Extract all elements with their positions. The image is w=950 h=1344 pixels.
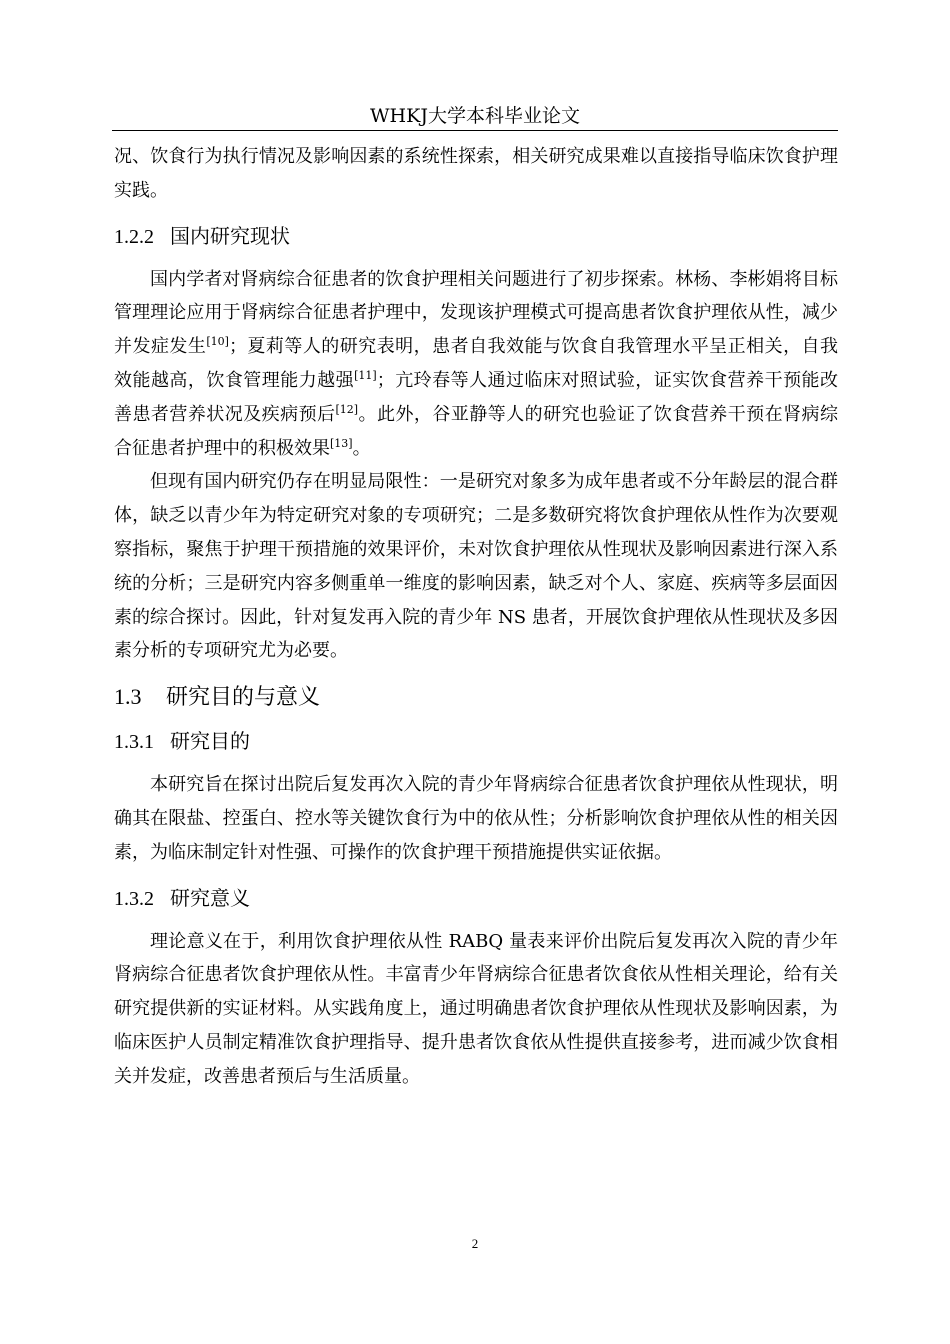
section-heading-1-2-2: [114, 222, 838, 251]
section-title: 研究目的与意义: [166, 685, 321, 711]
section-number: 1.2.2: [114, 225, 154, 248]
section-number: 1.3: [114, 684, 142, 710]
section-heading-1-3-1: [114, 727, 838, 756]
text-run: 。: [352, 437, 371, 459]
text-run: ；亢玲春等人通过临床对照试验，证实饮食营养干预能改善患者营养状况及疾病预后: [114, 369, 839, 425]
citation-ref: [12]: [335, 402, 359, 416]
section-title: 研究意义: [170, 885, 250, 910]
section-number: 1.3.2: [114, 887, 154, 910]
page-body: [114, 140, 838, 1094]
section-number: 1.3.1: [114, 731, 154, 754]
text-run: 。此外，谷亚静等人的研究也验证了饮食营养干预在肾病综合征患者护理中的积极效果: [114, 403, 839, 459]
paragraph-intro-continued: 况、饮食行为执行情况及影响因素的系统性探索，相关研究成果难以直接指导临床饮食护理实践。: [114, 146, 838, 201]
citation-ref: [10]: [206, 335, 229, 349]
citation-ref: [13]: [330, 436, 353, 450]
section-heading-1-3-2: [114, 884, 838, 913]
text-run: 国内学者对肾病综合征患者的饮食护理相关问题进行了初步探索。林杨、李彬娟将目标管理理论应用于肾病综合征患者护理中，发现该护理模式可提高患者饮食护理依从性，减少并发症发生: [114, 268, 838, 358]
section-heading-1-3: [114, 682, 838, 713]
paragraph-research-purpose: 本研究旨在探讨出院后复发再次入院的青少年肾病综合征患者饮食护理依从性现状，明确其在限盐、控蛋白、控水等关键饮食行为中的依从性；分析影响饮食护理依从性的相关因素，为临床制定针对性强、可操作的饮食护理干预措施提供实证依据。: [114, 774, 838, 863]
paragraph-domestic-limitations: 但现有国内研究仍存在明显局限性：一是研究对象多为成年患者或不分年龄层的混合群体，缺乏以青少年为特定研究对象的专项研究；二是多数研究将饮食护理依从性作为次要观察指标，聚焦于护理干预措施的效果评价，未对饮食护理依从性现状及影响因素进行深入系统的分析；三是研究内容多侧重单一维度的影响因素，缺乏对个人、家庭、疾病等多层面因素的综合探讨。因此，针对复发再入院的青少年 NS 患者，开展饮食护理依从性现状及多因素分析的专项研究尤为必要。: [114, 471, 838, 662]
text-run: ；夏莉等人的研究表明，患者自我效能与饮食自我管理水平呈正相关，自我效能越高，饮食管理能力越强: [114, 336, 839, 391]
paragraph-domestic-status: [114, 263, 838, 466]
section-title: 研究目的: [170, 729, 250, 754]
running-header: WHKJ大学本科毕业论文: [370, 105, 580, 127]
page-number: 2: [471, 1236, 479, 1251]
header-rule: [112, 130, 838, 131]
section-title: 国内研究现状: [170, 223, 290, 248]
citation-ref: [11]: [354, 368, 377, 382]
paragraph-research-significance: 理论意义在于，利用饮食护理依从性 RABQ 量表来评价出院后复发再次入院的青少年肾病综合征患者饮食护理依从性。丰富青少年肾病综合征患者饮食依从性相关理论，给有关研究提供新的实证材料。从实践角度上，通过明确患者饮食护理依从性现状及影响因素，为临床医护人员制定精准饮食护理指导、提升患者饮食依从性提供直接参考，进而减少饮食相关并发症，改善患者预后与生活质量。: [114, 930, 838, 1087]
